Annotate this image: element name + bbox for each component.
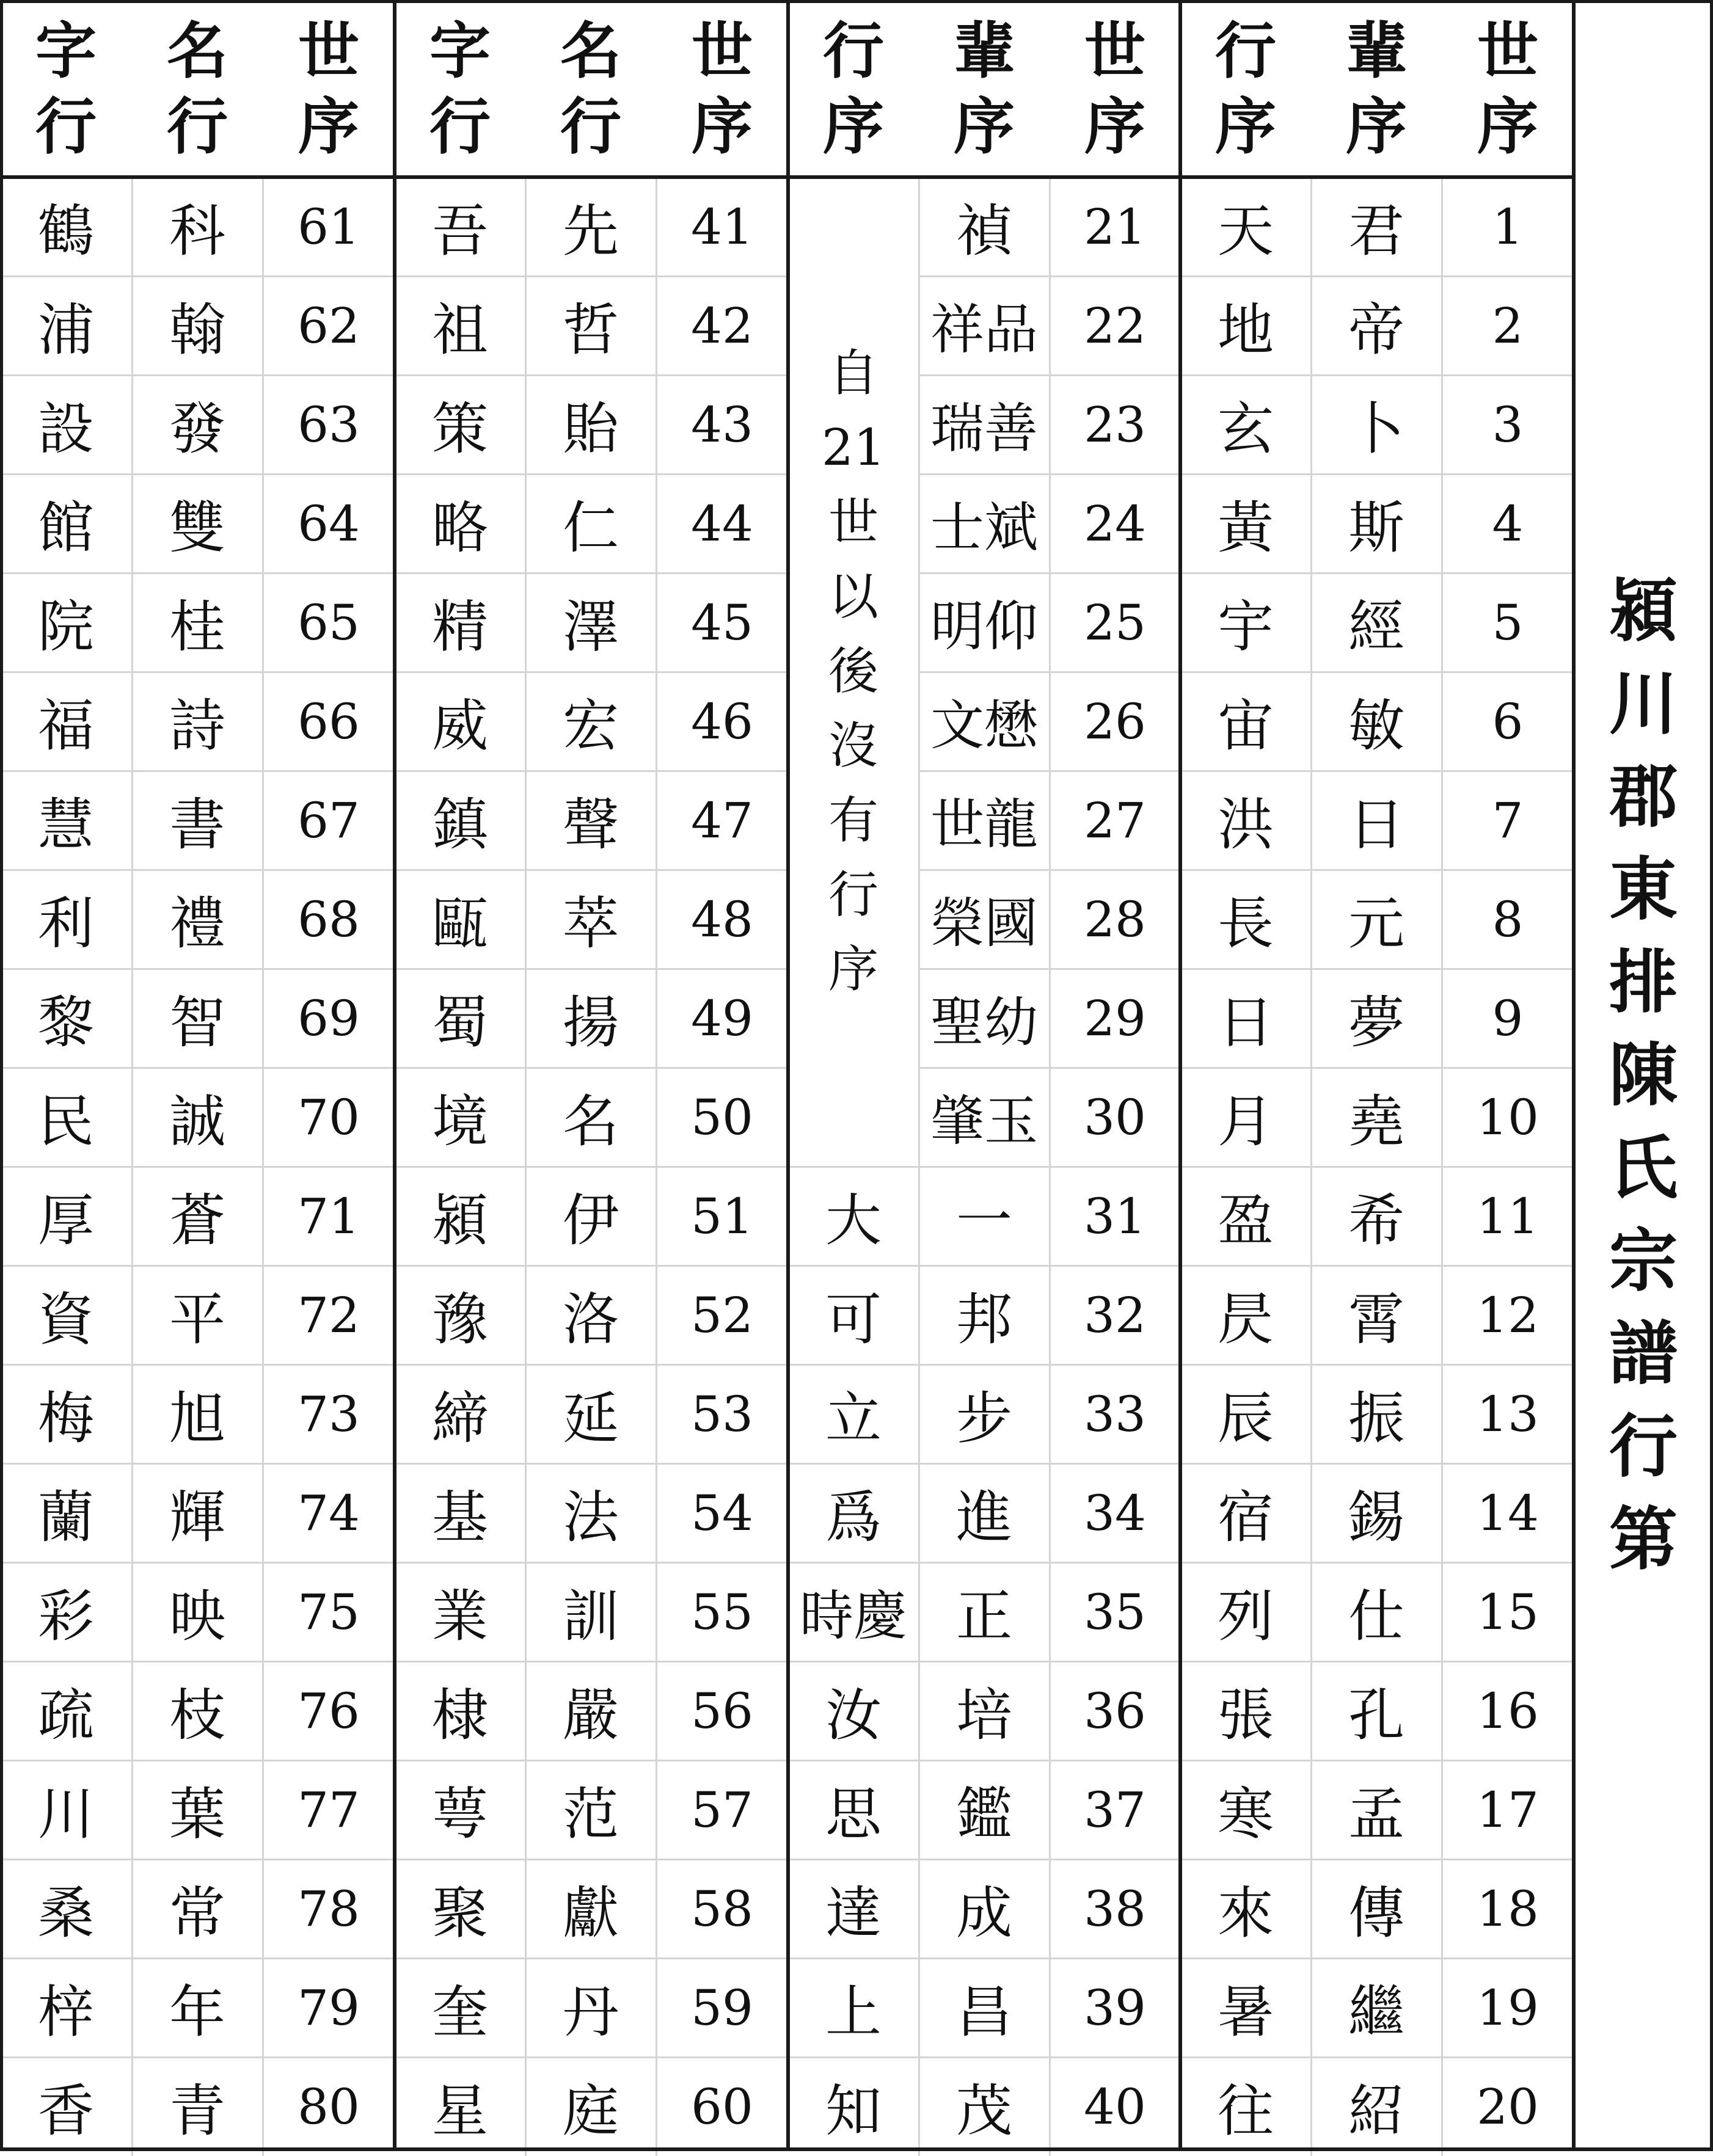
table-cell: 聚 [431,1881,488,1946]
table-cell: 黃 [1217,495,1274,561]
generation-number: 48 [691,890,753,948]
header-char: 序 [692,90,753,162]
table-cell: 先 [562,198,619,264]
generation-number: 60 [691,2078,753,2135]
table-cell: 來 [1217,1881,1274,1946]
table-cell: 洪 [1217,792,1274,858]
generation-number: 66 [298,693,360,750]
table-cell: 孔 [1348,1683,1404,1748]
table-cell: 步 [955,1386,1012,1451]
note-char: 21 [821,419,886,477]
note-char: 序 [828,941,878,999]
header-char: 行 [1215,15,1276,87]
table-cell: 明仰 [930,595,1038,658]
table-cell: 繼 [1348,1979,1404,2045]
table-cell: 雙 [169,495,225,561]
table-cell: 禮 [169,891,225,956]
column-header [919,0,1050,177]
table-cell: 發 [169,396,225,462]
table-cell: 爲 [825,1485,882,1550]
header-char: 序 [1477,90,1538,162]
table-cell: 映 [169,1584,225,1649]
table-cell: 達 [825,1881,882,1946]
generation-number: 73 [298,1385,360,1443]
table-cell: 天 [1217,198,1274,264]
header-char: 行 [823,15,884,87]
table-cell: 知 [825,2078,882,2144]
generation-number: 9 [1492,989,1524,1047]
generation-number: 46 [691,693,753,750]
table-cell: 旭 [169,1386,225,1451]
table-cell: 宇 [1217,594,1274,660]
table-cell: 上 [825,1979,882,2045]
header-char: 行 [560,90,621,162]
table-cell: 利 [37,891,94,956]
note-char: 行 [828,866,878,924]
table-cell: 館 [37,495,94,561]
table-cell: 日 [1217,990,1274,1055]
table-cell: 基 [431,1485,488,1550]
note-char: 世 [828,493,878,552]
table-cell: 堯 [1348,1089,1404,1154]
title-char: 排 [1609,942,1678,1022]
generation-number: 24 [1084,495,1146,552]
title-char: 郡 [1609,757,1678,837]
table-cell: 疏 [37,1683,94,1748]
table-cell: 卜 [1348,396,1404,462]
table-cell: 誠 [169,1089,225,1154]
table-cell: 宿 [1217,1485,1274,1550]
header-char: 世 [1084,15,1145,87]
generation-number: 45 [691,594,753,651]
generation-number: 64 [298,495,360,552]
table-cell: 葉 [169,1782,225,1847]
table-cell: 平 [169,1287,225,1352]
table-cell: 正 [955,1584,1012,1649]
column-header [525,0,656,177]
table-cell: 豫 [431,1287,488,1352]
generation-number: 42 [691,297,753,354]
table-cell: 辰 [1217,1386,1274,1451]
table-cell: 時慶 [799,1584,907,1647]
generation-number: 30 [1084,1088,1146,1146]
table-cell: 延 [562,1386,619,1451]
title-char: 宗 [1609,1221,1678,1301]
generation-number: 11 [1477,1187,1539,1245]
table-cell: 資 [37,1287,94,1352]
generation-number: 3 [1492,396,1524,453]
header-char: 名 [560,15,621,87]
generation-number: 68 [298,890,360,948]
table-cell: 伊 [562,1188,619,1253]
generation-number: 76 [298,1682,360,1739]
generation-number: 1 [1492,198,1524,255]
table-cell: 桑 [37,1881,94,1946]
generation-number: 10 [1477,1088,1539,1146]
table-cell: 敏 [1348,693,1404,759]
table-cell: 蜀 [431,990,488,1055]
header-char: 輩 [1346,15,1407,87]
generation-number: 7 [1492,792,1524,849]
table-cell: 元 [1348,891,1404,956]
generation-number: 67 [298,792,360,849]
table-cell: 聖幼 [930,991,1038,1054]
table-cell: 振 [1348,1386,1404,1451]
note-char: 有 [828,792,878,850]
table-cell: 鑑 [955,1782,1012,1847]
note-char: 自 [828,344,878,402]
generation-number: 62 [298,297,360,354]
table-cell: 宏 [562,693,619,759]
table-cell: 枝 [169,1683,225,1748]
header-char: 序 [954,90,1015,162]
generation-number: 2 [1492,297,1524,354]
table-cell: 世龍 [930,793,1038,856]
table-cell: 鎮 [431,792,488,858]
generation-number: 59 [691,1979,753,2036]
generation-number: 54 [691,1484,753,1542]
table-cell: 常 [169,1881,225,1946]
table-cell: 蒼 [169,1188,225,1253]
table-cell: 洛 [562,1287,619,1352]
table-cell: 盈 [1217,1188,1274,1253]
table-cell: 寒 [1217,1782,1274,1847]
header-char: 字 [35,15,97,87]
table-cell: 厚 [37,1188,94,1253]
table-cell: 瑞善 [930,397,1038,460]
table-cell: 丹 [562,1979,619,2045]
column-header [788,0,919,177]
generation-number: 6 [1492,693,1524,750]
table-cell: 訓 [562,1584,619,1649]
title-char: 第 [1609,1499,1678,1579]
column-header [0,0,132,177]
table-cell: 翰 [169,297,225,363]
table-cell: 策 [431,396,488,462]
generation-number: 33 [1084,1385,1146,1443]
table-cell: 設 [37,396,94,462]
table-cell: 宙 [1217,693,1274,759]
generation-number: 49 [691,989,753,1047]
generation-number: 4 [1492,495,1524,552]
table-cell: 詩 [169,693,225,759]
generation-number: 8 [1492,890,1524,948]
table-cell: 榮國 [930,892,1038,955]
title-char: 陳 [1609,1035,1678,1115]
table-cell: 希 [1348,1188,1404,1253]
table-cell: 業 [431,1584,488,1649]
table-cell: 慧 [37,792,94,858]
table-cell: 錫 [1348,1485,1404,1550]
generation-number: 22 [1084,297,1146,354]
column-header [395,0,525,177]
column-header [1180,0,1311,177]
table-cell: 奎 [431,1979,488,2045]
header-char: 行 [35,90,97,162]
generation-number: 14 [1477,1484,1539,1542]
generation-number: 40 [1084,2078,1146,2135]
generation-number: 35 [1084,1583,1146,1641]
table-cell: 書 [169,792,225,858]
table-cell: 禎 [955,198,1012,264]
header-char: 行 [167,90,228,162]
table-cell: 培 [955,1683,1012,1748]
generation-number: 50 [691,1088,753,1146]
header-char: 行 [429,90,491,162]
generation-number: 77 [298,1781,360,1838]
generation-number: 52 [691,1286,753,1344]
table-cell: 傳 [1348,1881,1404,1946]
table-cell: 締 [431,1386,488,1451]
generation-number: 32 [1084,1286,1146,1344]
title-char: 川 [1609,664,1678,744]
table-cell: 福 [37,693,94,759]
table-cell: 彩 [37,1584,94,1649]
table-cell: 經 [1348,594,1404,660]
table-cell: 文懋 [930,694,1038,757]
generation-number: 18 [1477,1880,1539,1937]
table-cell: 立 [825,1386,882,1451]
generation-number: 17 [1477,1781,1539,1838]
table-cell: 昌 [955,1979,1012,2045]
generation-number: 47 [691,792,753,849]
note-char: 沒 [828,717,878,775]
table-cell: 往 [1217,2078,1274,2144]
table-cell: 祥品 [930,298,1038,361]
title-char: 氏 [1609,1128,1678,1208]
table-cell: 梅 [37,1386,94,1451]
table-cell: 士斌 [930,496,1038,559]
table-cell: 張 [1217,1683,1274,1748]
table-cell: 聲 [562,792,619,858]
header-char: 輩 [954,15,1015,87]
table-cell: 一 [955,1188,1012,1253]
generation-number: 34 [1084,1484,1146,1542]
generation-number: 16 [1477,1682,1539,1739]
table-cell: 昃 [1217,1287,1274,1352]
generation-number: 43 [691,396,753,453]
table-cell: 鶴 [37,198,94,264]
table-cell: 吾 [431,198,488,264]
column-header [132,0,263,177]
table-cell: 貽 [562,396,619,462]
table-cell: 夢 [1348,990,1404,1055]
table-cell: 揚 [562,990,619,1055]
generation-number: 58 [691,1880,753,1937]
generation-number: 23 [1084,396,1146,453]
column-header [656,0,788,177]
generation-number: 29 [1084,989,1146,1047]
table-cell: 茂 [955,2078,1012,2144]
generation-number: 71 [298,1187,360,1245]
table-cell: 輝 [169,1485,225,1550]
table-cell: 境 [431,1089,488,1154]
table-cell: 嚴 [562,1683,619,1748]
generation-number: 36 [1084,1682,1146,1739]
title-char: 行 [1609,1407,1678,1487]
generation-number: 63 [298,396,360,453]
table-cell: 院 [37,594,94,660]
table-cell: 霄 [1348,1287,1404,1352]
column-header [263,0,395,177]
table-cell: 大 [825,1188,882,1253]
generation-number: 41 [691,198,753,255]
generation-number: 15 [1477,1583,1539,1641]
table-cell: 紹 [1348,2078,1404,2144]
generation-number: 19 [1477,1979,1539,2036]
generation-number: 55 [691,1583,753,1641]
table-cell: 科 [169,198,225,264]
table-cell: 思 [825,1782,882,1847]
table-cell: 孟 [1348,1782,1404,1847]
note-char: 以 [828,568,878,626]
column-header [1050,0,1180,177]
table-cell: 潁 [431,1188,488,1253]
generation-number: 56 [691,1682,753,1739]
table-cell: 仁 [562,495,619,561]
generation-number: 28 [1084,890,1146,948]
table-cell: 萃 [562,891,619,956]
generation-number: 72 [298,1286,360,1344]
table-cell: 哲 [562,297,619,363]
header-char: 序 [823,90,884,162]
generation-number: 20 [1477,2078,1539,2135]
table-cell: 香 [37,2078,94,2144]
generation-number: 65 [298,594,360,651]
table-cell: 斯 [1348,495,1404,561]
table-cell: 列 [1217,1584,1274,1649]
table-cell: 獻 [562,1881,619,1946]
table-cell: 名 [562,1089,619,1154]
table-cell: 法 [562,1485,619,1550]
generation-number: 12 [1477,1286,1539,1344]
table-cell: 年 [169,1979,225,2045]
table-cell: 桂 [169,594,225,660]
generation-number: 79 [298,1979,360,2036]
note-char: 後 [828,643,878,701]
generation-number: 39 [1084,1979,1146,2036]
generation-number: 75 [298,1583,360,1641]
table-cell: 地 [1217,297,1274,363]
generation-number: 38 [1084,1880,1146,1937]
column-header [1311,0,1442,177]
table-cell: 青 [169,2078,225,2144]
table-cell: 精 [431,594,488,660]
column-header [1442,0,1574,177]
table-cell: 仕 [1348,1584,1404,1649]
table-cell: 暑 [1217,1979,1274,2045]
generation-number: 26 [1084,693,1146,750]
table-cell: 棣 [431,1683,488,1748]
table-cell: 范 [562,1782,619,1847]
generation-number: 53 [691,1385,753,1443]
table-cell: 黎 [37,990,94,1055]
table-cell: 星 [431,2078,488,2144]
table-cell: 川 [37,1782,94,1847]
table-cell: 可 [825,1287,882,1352]
table-cell: 庭 [562,2078,619,2144]
table-cell: 智 [169,990,225,1055]
generation-number: 57 [691,1781,753,1838]
table-cell: 邦 [955,1287,1012,1352]
header-char: 名 [167,15,228,87]
generation-number: 74 [298,1484,360,1542]
table-cell: 梓 [37,1979,94,2045]
generation-number: 13 [1477,1385,1539,1443]
header-char: 字 [429,15,491,87]
header-char: 世 [692,15,753,87]
merged-note [788,177,919,1167]
table-cell: 民 [37,1089,94,1154]
page-title [1574,0,1713,2151]
generation-number: 80 [298,2078,360,2135]
generation-number: 70 [298,1088,360,1146]
table-cell: 成 [955,1881,1012,1946]
generation-number: 31 [1084,1187,1146,1245]
table-cell: 汝 [825,1683,882,1748]
generation-number: 69 [298,989,360,1047]
table-cell: 甌 [431,891,488,956]
table-cell: 月 [1217,1089,1274,1154]
table-cell: 澤 [562,594,619,660]
header-char: 序 [298,90,359,162]
table-cell: 威 [431,693,488,759]
generation-number: 78 [298,1880,360,1937]
generation-number: 21 [1084,198,1146,255]
table-cell: 君 [1348,198,1404,264]
table-cell: 肇玉 [930,1090,1038,1153]
generation-number: 25 [1084,594,1146,651]
title-char: 譜 [1609,1314,1678,1394]
table-cell: 略 [431,495,488,561]
table-cell: 玄 [1217,396,1274,462]
generation-number: 61 [298,198,360,255]
title-char: 潁 [1609,571,1678,651]
generation-number: 44 [691,495,753,552]
title-char: 東 [1609,850,1678,930]
header-char: 序 [1215,90,1276,162]
table-cell: 蘭 [37,1485,94,1550]
table-cell: 萼 [431,1782,488,1847]
generation-number: 37 [1084,1781,1146,1838]
generation-number: 5 [1492,594,1524,651]
generation-number: 27 [1084,792,1146,849]
generation-number: 51 [691,1187,753,1245]
header-char: 序 [1346,90,1407,162]
table-cell: 帝 [1348,297,1404,363]
header-char: 序 [1084,90,1145,162]
table-cell: 浦 [37,297,94,363]
table-cell: 進 [955,1485,1012,1550]
header-char: 世 [298,15,359,87]
header-char: 世 [1477,15,1538,87]
table-cell: 祖 [431,297,488,363]
table-cell: 長 [1217,891,1274,956]
table-cell: 日 [1348,792,1404,858]
